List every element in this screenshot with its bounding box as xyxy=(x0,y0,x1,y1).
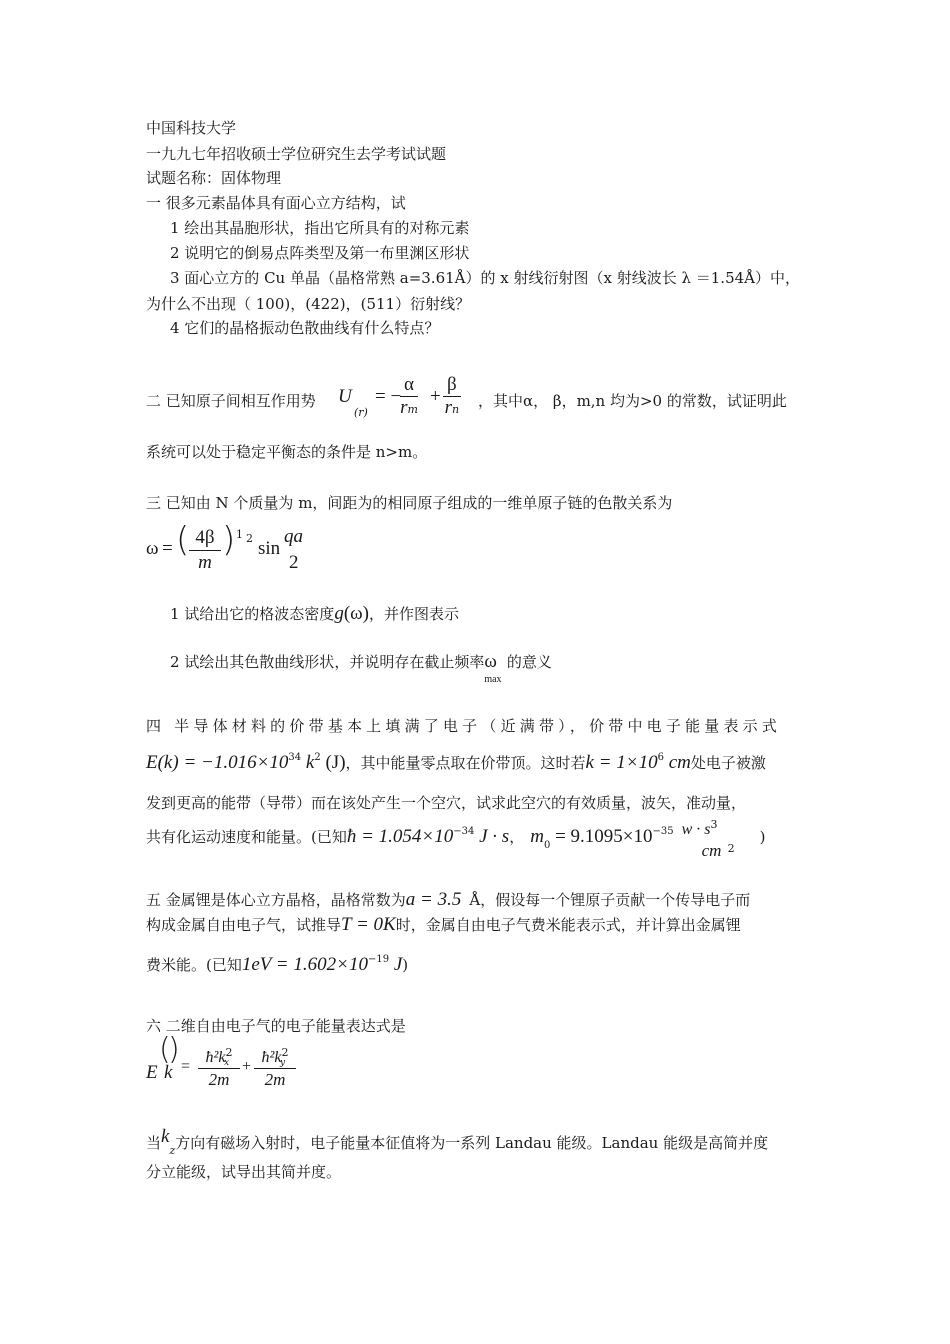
q6-equals: = xyxy=(181,1058,191,1075)
q2-equals: = − xyxy=(375,386,402,407)
q5-line2-post: 时，金属自由电子气费米能表示式，并计算出金属锂 xyxy=(395,916,741,934)
q5-line2-pre: 构成金属自由电子气，试推导 xyxy=(146,916,342,934)
q5-line3 xyxy=(146,954,408,979)
q3-omega-symbol: ω xyxy=(484,651,497,672)
q6-line1: 六 二维自由电子气的电子能量表达式是 xyxy=(146,1017,406,1035)
q3-omega-max xyxy=(484,651,502,685)
q5-line1 xyxy=(146,889,750,911)
q3-exp-num: 1 xyxy=(236,528,243,541)
q6-kz-sub: z xyxy=(169,1144,176,1157)
q4-hbar-exp: −34 xyxy=(453,826,475,837)
q4-line4 xyxy=(146,818,766,860)
q1-item2: 2 说明它的倒易点阵类型及第一布里渊区形状 xyxy=(170,244,470,262)
q4-cm-exp: 2 xyxy=(727,842,735,855)
q5-line2 xyxy=(146,914,741,936)
q5-close: ) xyxy=(402,956,409,974)
q2-beta-fraction xyxy=(443,374,461,419)
q6-den-y: 2m xyxy=(264,1070,286,1089)
q4-line2 xyxy=(146,752,766,777)
q4-m0-expr: = 9.1095×10 xyxy=(550,826,653,847)
q3-equals: = xyxy=(162,538,173,559)
q4-m0-sub: 0 xyxy=(543,840,551,851)
q2-r2: r xyxy=(444,397,452,418)
q5-eV-exp: −19 xyxy=(367,954,390,965)
q4-comma: ， xyxy=(509,828,525,846)
q6-sub-y: y xyxy=(280,1058,286,1068)
q6-fraction-x xyxy=(198,1048,240,1091)
q6-line2 xyxy=(146,1126,769,1157)
q4-k-unit: cm xyxy=(664,752,691,773)
q3-item2-pre: 2 试绘出其色散曲线形状，并说明存在截止频率 xyxy=(170,653,485,671)
q6-den-x: 2m xyxy=(208,1070,230,1089)
q4-line2-end: 处电子被激 xyxy=(690,754,766,772)
q5-T-expr: T = 0K xyxy=(341,914,396,935)
q6-numerator-x xyxy=(198,1048,240,1069)
q3-item2-post: 的意义 xyxy=(506,653,552,671)
q2-m: m xyxy=(407,403,418,416)
q3-item1-pre: 1 试给出它的格波态密度 xyxy=(170,605,335,623)
q3-g-arg: (ω) xyxy=(343,603,369,624)
q2-line2: 系统可以处于稳定平衡态的条件是 n>m。 xyxy=(146,443,428,461)
q6-line2-post: 方向有磁场入射时，电子能量本征值将为一系列 Landau 能级。Landau 能级是高简并度 xyxy=(175,1134,769,1152)
q6-num2: ħ²k xyxy=(261,1049,282,1066)
q2-alpha-fraction xyxy=(400,374,418,419)
q6-num1-exp: 2 xyxy=(225,1046,233,1059)
q3-max-sub: max xyxy=(484,674,502,685)
q3-right-paren: ) xyxy=(222,520,236,560)
q3-g: g xyxy=(334,603,344,624)
q1-item3-line1: 3 面心立方的 Cu 单晶（晶格常熟 a=3.61Å）的 x 射线衍射图（x 射线波长 λ ＝1.54Å）中， xyxy=(170,269,800,287)
q3-line1: 三 已知由 N 个质量为 m，间距为的相同原子组成的一维单原子链的色散关系为 xyxy=(146,494,673,512)
q2-r1: r xyxy=(400,397,408,418)
q6-num2-exp: 2 xyxy=(281,1046,289,1059)
q4-close: ) xyxy=(759,828,766,846)
q4-k-exp: 6 xyxy=(657,752,664,763)
university-name: 中国科技大学 xyxy=(146,119,237,137)
q6-sub-x: x xyxy=(224,1058,230,1068)
q4-energy-exp: 34 xyxy=(288,752,302,763)
q3-left-paren: ( xyxy=(176,520,190,560)
q4-line4-pre: 共有化运动速度和能量。(已知 xyxy=(146,828,347,846)
q6-plus: + xyxy=(242,1058,252,1075)
q4-energy-k-exp: 2 xyxy=(314,752,321,763)
q4-k-expr: k = 1×10 xyxy=(585,752,658,773)
q3-exp-den: 2 xyxy=(246,532,253,545)
q2-plus: + xyxy=(430,386,441,407)
q5-a-unit: Å，假设每一个锂原子贡献一个传导电子而 xyxy=(469,891,751,909)
q1-intro: 一 很多元素晶体具有面心立方结构，试 xyxy=(146,194,406,212)
q6-num1: ħ²k xyxy=(205,1049,226,1066)
q1-item1: 1 绘出其晶胞形状，指出它所具有的对称元素 xyxy=(170,219,470,237)
q3-qa: qa xyxy=(284,526,303,547)
q6-k: k xyxy=(164,1062,173,1083)
q2-beta: β xyxy=(443,374,461,397)
q3-item1 xyxy=(170,604,459,624)
q3-two: 2 xyxy=(289,552,299,573)
q3-omega: ω xyxy=(146,538,159,559)
q2-U: U xyxy=(338,386,352,407)
q3-item2 xyxy=(170,651,552,685)
q4-hbar-unit: J · s xyxy=(474,826,510,847)
q1-item3-line2: 为什么不出现（ 100)，(422)，(511）衍射线？ xyxy=(146,295,471,313)
q4-ws-exp: 3 xyxy=(710,818,718,831)
q4-hbar-expr: ħ = 1.054×10 xyxy=(346,826,454,847)
q6-left-paren: ( xyxy=(159,1032,171,1067)
q4-energy-unit: (J) xyxy=(320,752,346,773)
q2-alpha: α xyxy=(400,374,418,397)
q5-a-expr: a = 3.5 xyxy=(405,889,462,910)
q2-prefix: 二 已知原子间相互作用势 xyxy=(146,392,316,410)
q5-eV-unit: J xyxy=(389,954,403,975)
q5-line3-pre: 费米能。(已知 xyxy=(146,956,242,974)
q6-E: E xyxy=(146,1062,158,1083)
q4-energy-expr: E(k) = −1.016×10 xyxy=(146,752,289,773)
q4-line1: 四 半导体材料的价带基本上填满了电子（近满带），价带中电子能量表示式 xyxy=(146,717,782,735)
q6-right-paren: ) xyxy=(168,1032,180,1067)
q3-sin: sin xyxy=(258,538,281,559)
q3-item1-post: ，并作图表示 xyxy=(369,605,460,623)
q3-fraction xyxy=(189,526,221,575)
q1-item4: 4 它们的晶格振动色散曲线有什么特点？ xyxy=(170,319,440,337)
exam-title: 一九九七年招收硕士学位研究生去学考试试题 xyxy=(146,145,447,163)
q4-line2-mid: ，其中能量零点取在价带顶。这时若 xyxy=(345,754,586,772)
q4-cm: cm xyxy=(701,841,722,860)
q2-U-sub: (r) xyxy=(354,406,368,419)
q2-n: n xyxy=(451,403,460,416)
q6-line3: 分立能级，试导出其简并度。 xyxy=(146,1163,342,1181)
q6-line2-pre: 当 xyxy=(146,1134,162,1152)
q6-fraction-y xyxy=(254,1048,296,1091)
q4-m0-exp: −35 xyxy=(652,826,674,837)
q6-energy-formula xyxy=(146,1032,306,1100)
q4-unit-fraction xyxy=(681,818,760,860)
q4-line3: 发到更高的能带（导带）而在该处产生一个空穴，试求此空穴的有效质量，波矢，准动量， xyxy=(146,794,747,812)
q6-numerator-y xyxy=(254,1048,296,1069)
q4-energy-k: k xyxy=(301,752,315,773)
q5-line1-pre: 五 金属锂是体心立方晶格，晶格常数为 xyxy=(146,891,406,909)
q6-kz: k xyxy=(161,1126,170,1147)
q4-ws: w · s xyxy=(681,821,711,838)
q4-m0: m xyxy=(530,826,544,847)
q5-eV-expr: 1eV = 1.602×10 xyxy=(241,954,368,975)
q2-suffix: ，其中α， β，m,n 均为>0 的常数，试证明此 xyxy=(478,392,787,410)
subject-name: 试题名称：固体物理 xyxy=(146,169,282,187)
q3-m: m xyxy=(198,552,212,573)
q3-four-beta: 4β xyxy=(189,526,221,551)
